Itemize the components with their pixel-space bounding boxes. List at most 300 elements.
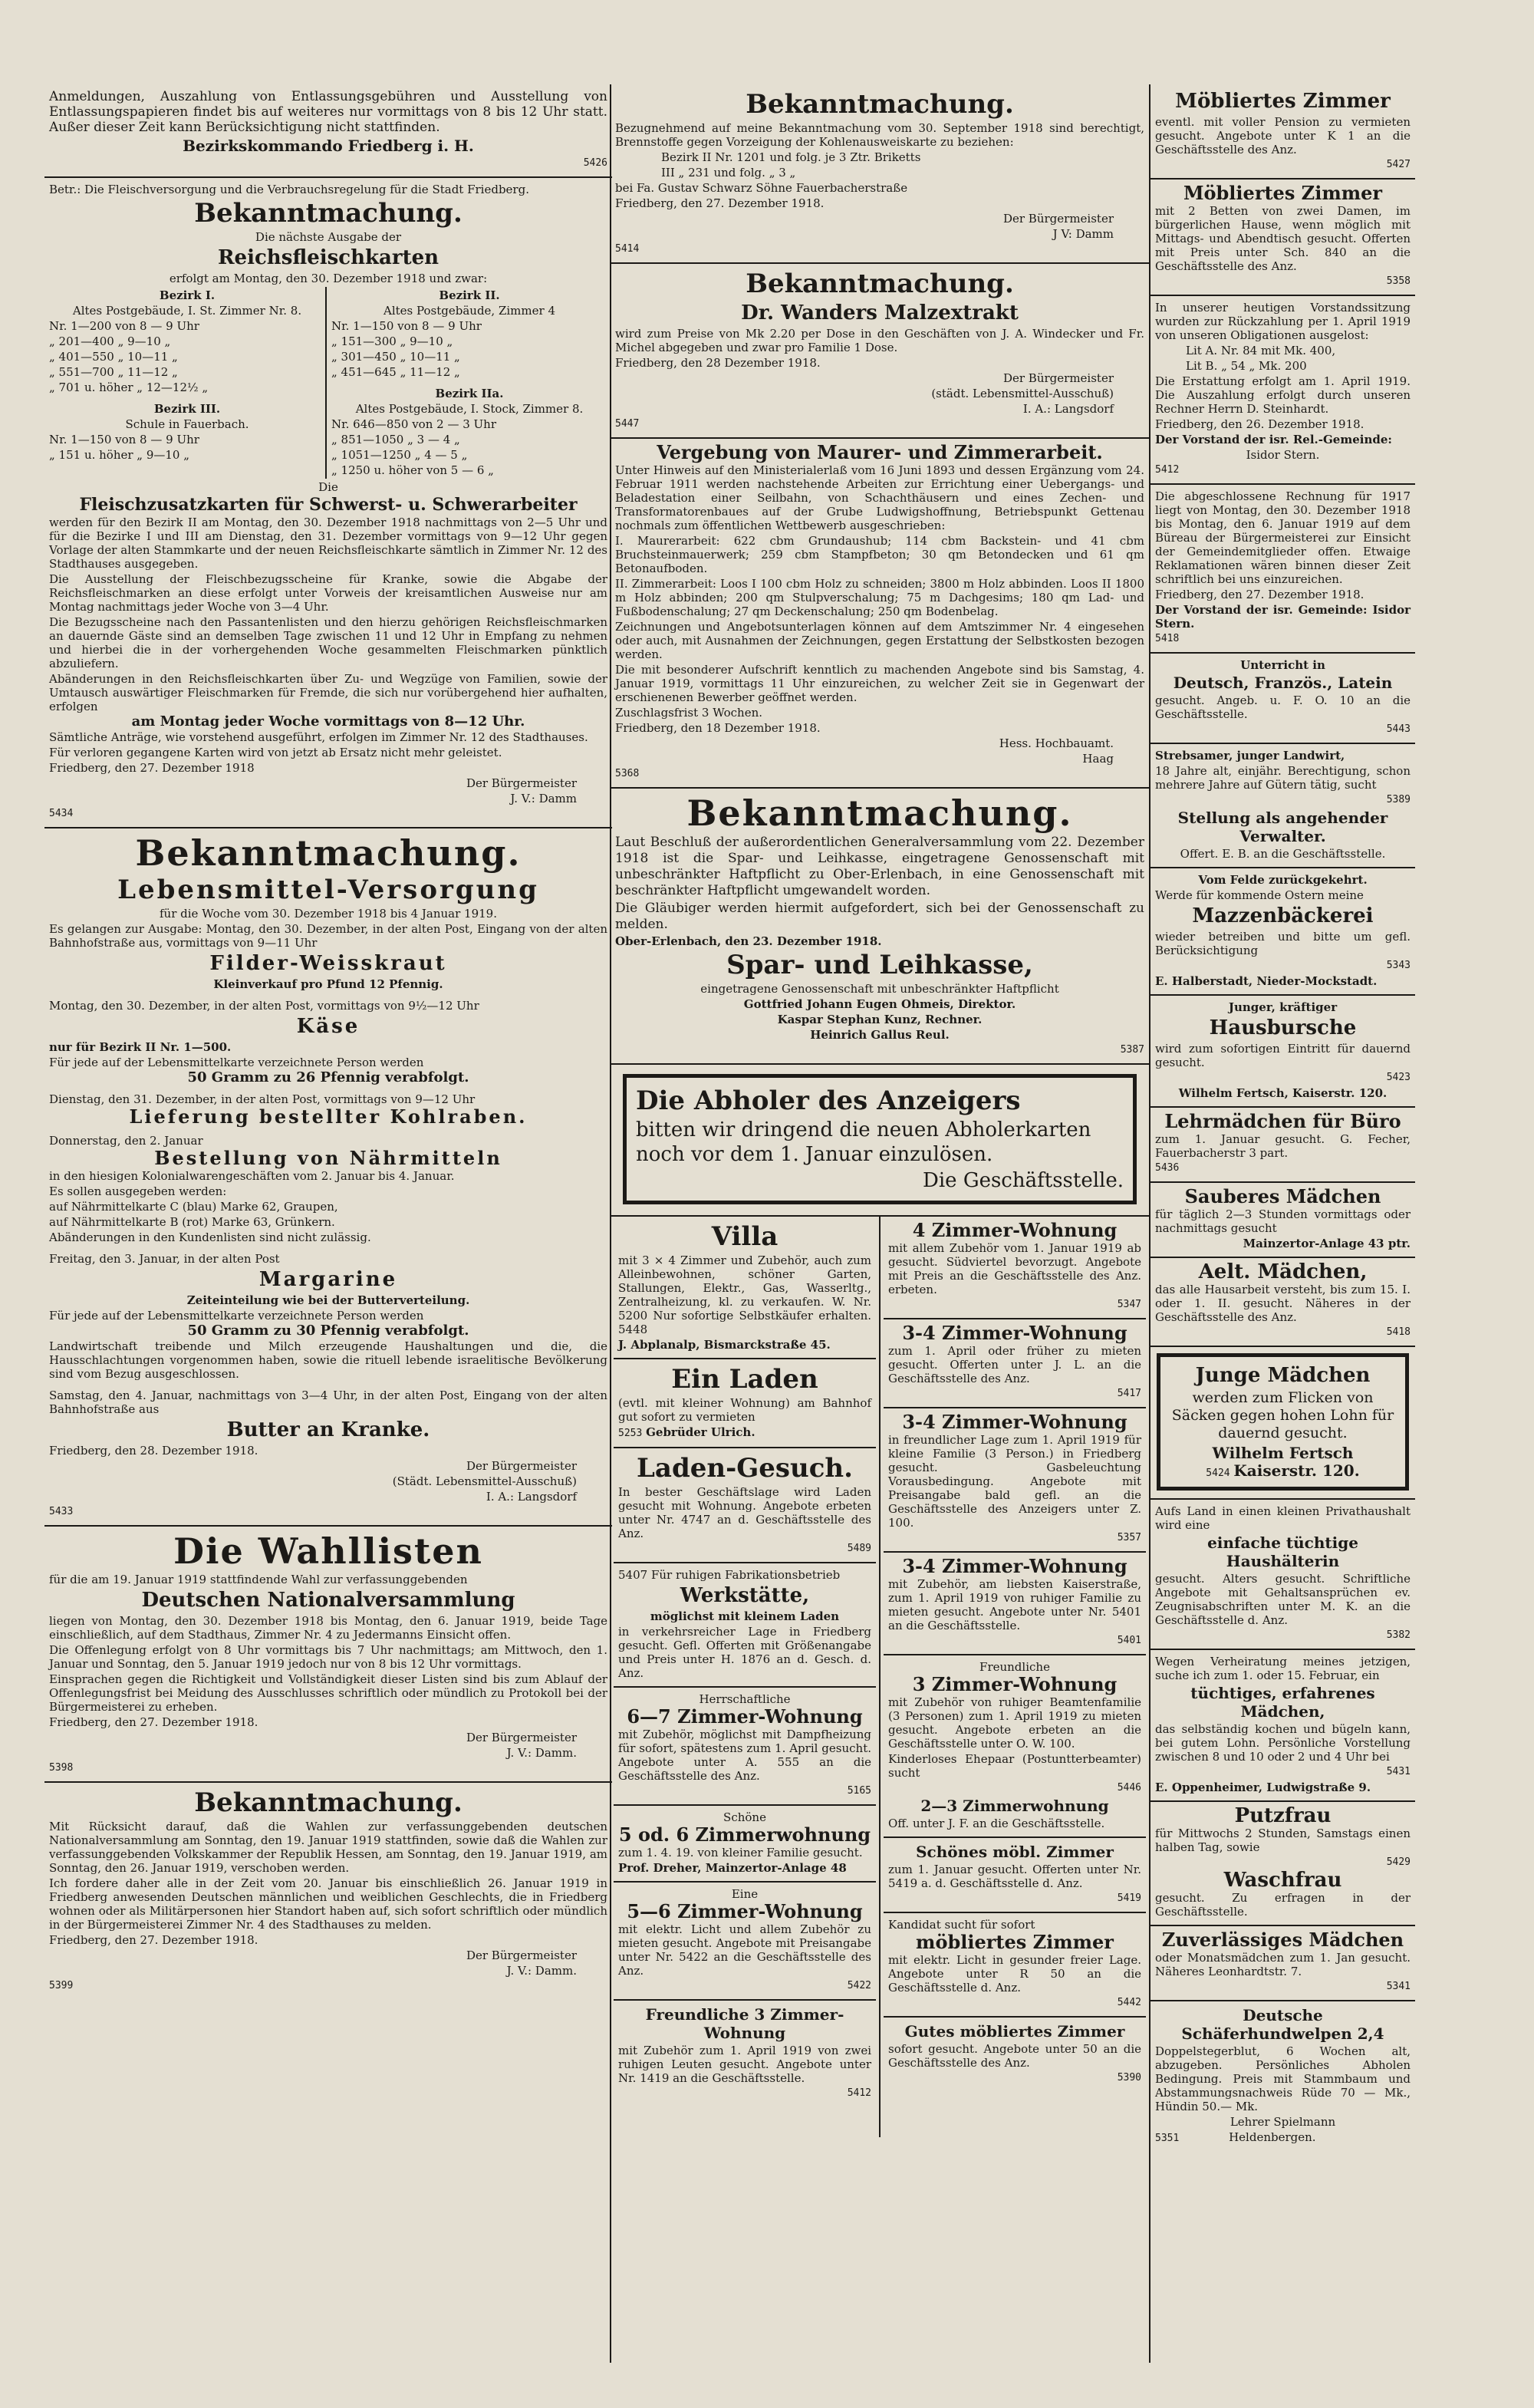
framed-ad (1157, 1353, 1409, 1491)
ad-text: werden zum Flicken von Säcken gegen hohen Lohn für dauernd gesucht. (1171, 1389, 1394, 1441)
district-row: „ 701 u. höher „ 12—12½ „ (49, 380, 209, 394)
ad-title: Lehrmädchen für Büro (1164, 1110, 1401, 1132)
subject-line: Betr.: Die Fleischversorgung und die Verbrauchsregelung für die Stadt Friedberg. (49, 183, 529, 196)
ad-number: 5417 (1117, 1388, 1141, 1399)
ad-title: Laden-Gesuch. (637, 1453, 853, 1484)
notice-text: Für verloren gegangene Karten wird von jetzt ab Ersatz nicht mehr geleistet. (49, 746, 502, 759)
district-place: Altes Postgebäude, I. St. Zimmer Nr. 8. (72, 304, 302, 318)
ad-moebliertes-1 (1150, 84, 1415, 180)
ad-number: 5341 (1386, 1981, 1411, 1992)
ad-title: Waschfrau (1223, 1869, 1342, 1892)
item-text: in den hiesigen Kolonialwarengeschäften vom 2. Januar bis 4. Januar. (49, 1169, 455, 1183)
ad-text: Aufs Land in einen kleinen Privathaushalt wird eine (1155, 1504, 1411, 1532)
ad-text: das alle Hausarbeit versteht, bis zum 15. I. oder 1. II. gesucht. Näheres in der Geschäftsstelle des Anz. (1155, 1283, 1411, 1324)
ad-3-4-zimmer-a (884, 1319, 1146, 1408)
notice-text: liegen von Montag, den 30. Dezember 1918 bis Montag, den 6. Januar 1919, beide Tage einschließlich, auf dem Stadthaus, Zimmer Nr. 4 zu Jedermanns Einsicht offen. (49, 1614, 607, 1642)
notice-text: In unserer heutigen Vorstandssitzung wurden zur Rückzahlung per 1. April 1919 von unseren Obligationen ausgelost: (1155, 301, 1411, 342)
item-heading: Lieferung bestellter Kohlraben. (129, 1105, 528, 1128)
notice-text: Abänderungen in den Reichsfleischkarten über Zu- und Wegzüge von Familien, sowie der Umtausch auswärtiger Fleischmarken für Fremde, die sich nur vorübergehend hier aufhalten, erfolgen (49, 672, 607, 713)
ad-text: mit 3 × 4 Zimmer und Zubehör, auch zum Alleinbewohnen, schöner Garten, Stallungen, Elektr., Gas, Wasserltg., Zentralheizung, kl. zu verkaufen. W. Nr. 5200 Nur sofortige Selbstkäufer erhalten. 5448 (618, 1253, 871, 1336)
item-heading: Käse (296, 1015, 360, 1038)
ad-text: in freundlicher Lage zum 1. April 1919 für kleine Familie (3 Person.) in Friedberg gesucht. Gasbeleuchtung Vorausbedingung. Angebote mit Preisangabe bald gefl. an die Geschäftsstelle des Anzeigers unter Z. 100. (888, 1433, 1141, 1530)
ad-text: eventl. mit voller Pension zu vermieten gesucht. Angebote unter K 1 an die Geschäftsstelle des Anz. (1155, 115, 1411, 156)
notice-heading: Spar- und Leihkasse, (726, 950, 1033, 980)
framed-text: bitten wir dringend die neuen Abholerkarten noch vor dem 1. Januar einzulösen. (636, 1118, 1091, 1166)
notice-intro: Die nächste Ausgabe der (255, 230, 402, 244)
item-sub: Zeiteinteilung wie bei der Butterverteilung. (186, 1293, 470, 1307)
ad-title: Aelt. Mädchen, (1198, 1260, 1368, 1283)
ad-text: zum 1. 4. 19. von kleiner Familie gesucht. (618, 1846, 863, 1860)
district-row: „ 151 u. höher „ 9—10 „ (49, 448, 190, 462)
ad-text: zum 1. Januar gesucht. G. Fecher, Fauerbacherstr 3 part. (1155, 1132, 1411, 1160)
item-text: Landwirtschaft treibende und Milch erzeugende Haushaltungen und die, die Hausschlachtungen vorgenommen haben, sowie die rituell lebende israelitische Bevölkerung sind vom Bezug ausgeschlossen. (49, 1339, 607, 1381)
notice-text: Sämtliche Anträge, wie vorstehend ausgeführt, erfolgen im Zimmer Nr. 12 des Stadthauses. (49, 730, 588, 744)
notice-date: Friedberg, den 27. Dezember 1918. (1155, 588, 1364, 601)
ad-schoene (614, 1806, 876, 1883)
framed-signature: Die Geschäftsstelle. (923, 1169, 1124, 1192)
ad-3-4-zimmer-b (884, 1408, 1146, 1553)
ad-intro: Unterricht in (1240, 658, 1325, 672)
ad-text: zum 1. Januar gesucht. Offerten unter Nr. 5419 a. d. Geschäftsstelle d. Anz. (888, 1863, 1141, 1890)
notice-heading: Dr. Wanders Malzextrakt (741, 301, 1019, 324)
ad-tuechtiges-maedchen (1150, 1650, 1415, 1802)
district-title: Bezirk IIa. (435, 387, 504, 400)
notice-item: II. Zimmerarbeit: Loos I 100 cbm Holz zu schneiden; 3800 m Holz abbinden. Loos II 1800 m Holz abbinden; 200 qm Stulpverschalung; 75 m Dachgesims; 180 qm Lad- und Fußbodenschalung; 27 qm Deckenschalung; 250 qm Bodenbelag. (615, 577, 1144, 618)
notice-emphasis: am Montag jeder Woche vormittags von 8—12 Uhr. (131, 713, 525, 730)
ad-text: oder Monatsmädchen zum 1. Jan gesucht. Näheres Leonhardtstr. 7. (1155, 1951, 1411, 1978)
notice-signature: I. A.: Langsdorf (1022, 402, 1114, 416)
district-row: Nr. 646—850 von 2 — 3 Uhr (331, 417, 497, 431)
ad-text: mit elektr. Licht in gesunder freier Lage. Angebote unter R 50 an die Geschäftsstelle d. Anz. (888, 1953, 1141, 1995)
ad-intro: 5407 Für ruhigen Fabrikationsbetrieb (618, 1568, 841, 1582)
ad-title: Schönes möbl. Zimmer (916, 1843, 1114, 1861)
ad-title: 4 Zimmer-Wohnung (912, 1219, 1118, 1241)
notice-heading: Lebensmittel-Versorgung (117, 875, 539, 905)
ad-text: mit Zubehör zum 1. April 1919 von zwei ruhigen Leuten gesucht. Angebote unter Nr. 1419 an die Geschäftsstelle. (618, 2044, 871, 2085)
notice-text: bei Fa. Gustav Schwarz Söhne Fauerbacherstraße (615, 181, 908, 195)
notice-signature: Isidor Stern. (1246, 448, 1320, 462)
ad-number: 5423 (1386, 1072, 1411, 1083)
ad-number: 5447 (615, 418, 640, 430)
ad-number: 5358 (1386, 275, 1411, 287)
district-row: „ 301—450 „ 10—11 „ (331, 350, 460, 364)
ad-title: 3-4 Zimmer-Wohnung (902, 1322, 1127, 1344)
notice-date: Friedberg, den 28. Dezember 1918. (49, 1444, 258, 1458)
district-title: Bezirk II. (439, 288, 500, 302)
notice-text: Unter Hinweis auf den Ministerialerlaß vom 16 Juni 1893 und dessen Ergänzung vom 24. Februar 1911 werden nachstehende Arbeiten zur Errichtung einer Uebergangs- und Beladestation einer Seilbahn, von Schachthäusern und eines Zechen- und Transformatorenbaues auf der Grube Ludwigshoffnung, Betriebspunkt Gettenau nochmals zum öffentlichen Wettbewerb ausgeschrieben: (615, 463, 1144, 532)
ad-text: das selbständig kochen und bügeln kann, bei gutem Lohn. Persönliche Vorstellung zwischen 8 und 10 oder 2 und 4 Uhr bei (1155, 1722, 1411, 1764)
district-row: „ 1051—1250 „ 4 — 5 „ (331, 448, 468, 462)
ad-title: 3 Zimmer-Wohnung (912, 1673, 1118, 1695)
ad-title: Ein Laden (671, 1364, 818, 1395)
notice-text: Zuschlagsfrist 3 Wochen. (615, 706, 763, 720)
notice-text: Zeichnungen und Angebotsunterlagen können auf dem Amtszimmer Nr. 4 eingesehen oder auch, mit Ausnahmen der Zeichnungen, gegen Erstattung der Selbstkosten bezogen werden. (615, 620, 1144, 661)
district-row: „ 451—645 „ 11—12 „ (331, 365, 460, 379)
notice-obligationen (1150, 296, 1415, 485)
ad-text: wird zum sofortigen Eintritt für dauernd gesucht. (1155, 1042, 1411, 1069)
ad-title: 6—7 Zimmer-Wohnung (627, 1705, 863, 1728)
ad-text: mit allem Zubehör vom 1. Januar 1919 ab gesucht. Südviertel bevorzugt. Angebote mit Preis an die Geschäftsstelle des Anz. erbeten. (888, 1241, 1141, 1296)
notice-wahllisten (44, 1527, 612, 1783)
ad-freundliche-3 (884, 1655, 1146, 1838)
ad-herrschaftliche (614, 1688, 876, 1806)
ad-number: 5382 (1386, 1629, 1411, 1641)
ad-text: (evtl. mit kleiner Wohnung) am Bahnhof gut sofort zu vermieten (618, 1396, 871, 1424)
ad-text: wieder betreiben und bitte um gefl. Berücksichtigung (1155, 930, 1411, 957)
notice-title: Bekanntmachung. (746, 268, 1014, 299)
ad-text: sofort gesucht. Angebote unter 50 an die Geschäftsstelle des Anz. (888, 2042, 1141, 2070)
notice-brennstoffe (611, 84, 1149, 264)
notice-subheading: erfolgt am Montag, den 30. Dezember 1918 und zwar: (169, 272, 488, 285)
ad-number: 5357 (1117, 1532, 1141, 1543)
column-left (44, 84, 612, 2370)
ad-text: In bester Geschäftslage wird Laden gesucht mit Wohnung. Angebote erbeten unter Nr. 4747 an d. Geschäftsstelle des Anz. (618, 1485, 871, 1540)
ad-number: 5442 (1117, 1997, 1141, 2008)
ad-text: mit Zubehör, möglichst mit Dampfheizung für sofort, spätestens zum 1. April gesucht. Angebote unter A. 555 an die Geschäftsstelle des Anz. (618, 1728, 871, 1783)
ad-number: 5433 (49, 1506, 74, 1517)
notice-signature: Der Vorstand der isr. Rel.-Gemeinde: (1155, 433, 1392, 446)
ad-text: gesucht. Angeb. u. F. O. 10 an die Geschäftsstelle. (1155, 693, 1411, 721)
ad-number: 5431 (1386, 1766, 1411, 1777)
ad-title: Deutsch, Französ., Latein (1173, 674, 1393, 692)
notice-date: Friedberg, den 26. Dezember 1918. (1155, 417, 1364, 431)
notice-heading: Deutschen Nationalversammlung (141, 1589, 515, 1612)
notice-row: Lit A. Nr. 84 mit Mk. 400, (1186, 344, 1336, 357)
ad-haushaelterin (1150, 1500, 1415, 1650)
ad-text: für täglich 2—3 Stunden vormittags oder nachmittags gesucht (1155, 1207, 1411, 1235)
framed-title: Die Abholer des Anzeigers (636, 1085, 1021, 1116)
notice-text: Die Offenlegung erfolgt von 8 Uhr vormittags bis 7 Uhr nachmittags; am Mittwoch, den 1. Januar und Sonntag, den 5. Januar 1919 jedoch nur von 8 bis 12 Uhr vormittags. (49, 1643, 607, 1671)
ad-aelt-maedchen (1150, 1258, 1415, 1347)
district-place: Schule in Fauerbach. (125, 417, 249, 431)
ad-junge-maedchen (1150, 1347, 1415, 1500)
ad-title: Zuverlässiges Mädchen (1161, 1929, 1404, 1951)
notice-signature: Hess. Hochbauamt. (999, 736, 1114, 750)
notice-signature: J. V.: Damm. (506, 1964, 577, 1978)
item-date: Samstag, den 4. Januar, nachmittags von 3—4 Uhr, in der alten Post, Eingang von der alten Bahnhofstraße aus (49, 1388, 607, 1416)
ad-number: 5368 (615, 768, 640, 779)
district-row: „ 151—300 „ 9—10 „ (331, 334, 453, 348)
ad-signature: Wilhelm Fertsch, Kaiserstr. 120. (1178, 1086, 1388, 1100)
notice-title: Bekanntmachung. (194, 1787, 463, 1818)
notice-date: Friedberg, den 27. Dezember 1918 (49, 761, 255, 775)
ad-title: Möbliertes Zimmer (1183, 182, 1383, 204)
ad-signature: Wilhelm Fertsch (1212, 1444, 1354, 1462)
ad-text: mit Zubehör, am liebsten Kaiserstraße, zum 1. April 1919 von ruhiger Familie zu mieten gesucht. Angebote unter Nr. 5401 an die Geschäftsstelle. (888, 1577, 1141, 1632)
item-heading: Bestellung von Nährmitteln (154, 1147, 502, 1169)
box-abholer (611, 1065, 1149, 1217)
notice-text: Die Erstattung erfolgt am 1. April 1919. Die Auszahlung erfolgt durch unseren Rechner Herrn D. Steinhardt. (1155, 374, 1411, 416)
ad-schoenes-moebl (884, 1838, 1146, 1913)
ad-title: Villa (711, 1221, 779, 1252)
ad-signature: Lehrer Spielmann (1230, 2115, 1336, 2129)
district-row: Nr. 1—150 von 8 — 9 Uhr (49, 433, 199, 446)
ad-intro: Freundliche (979, 1660, 1050, 1674)
notice-signature: Der Bürgermeister (466, 776, 577, 790)
ad-text: 18 Jahre alt, einjähr. Berechtigung, schon mehrere Jahre auf Gütern tätig, sucht (1155, 764, 1411, 792)
item-heading: Margarine (258, 1268, 398, 1291)
ad-number: 5399 (49, 1980, 74, 1991)
ad-intro: Junger, kräftiger (1228, 1000, 1338, 1014)
notice-title: Bekanntmachung. (135, 832, 522, 874)
notice-title: Vergebung von Maurer- und Zimmerarbeit. (657, 441, 1103, 463)
ad-title: Sauberes Mädchen (1184, 1185, 1381, 1207)
ad-intro: Schöne (723, 1810, 766, 1824)
district-place: Altes Postgebäude, I. Stock, Zimmer 8. (355, 402, 584, 416)
ad-title: Hausbursche (1209, 1016, 1357, 1039)
ad-text: mit 2 Betten von zwei Damen, im bürgerlichen Hause, wenn möglich mit Mittags- und Abendtisch gesucht. Offerten mit Preis unter Sch. 840 an die Geschäftsstelle des Anz. (1155, 204, 1411, 273)
ad-title: Freundliche 3 Zimmer-Wohnung (645, 2005, 844, 2042)
item-heading: Filder-Weisskraut (209, 952, 447, 975)
ad-title: 2—3 Zimmerwohnung (920, 1797, 1109, 1815)
ad-number: 5426 (583, 157, 607, 169)
ad-title: Gutes möbliertes Zimmer (904, 2022, 1125, 2041)
notice-signature: (städt. Lebensmittel-Ausschuß) (931, 387, 1114, 400)
ad-kandidat (884, 1913, 1146, 2018)
notice-text: Es gelangen zur Ausgabe: Montag, den 30. Dezember, in der alten Post, Eingang von der alten Bahnhofstraße aus, vormittags von 9—11 Uhr (49, 922, 607, 950)
district-row: „ 1250 u. höher von 5 — 6 „ (331, 463, 494, 477)
notice-signature: J V: Damm (1052, 227, 1114, 241)
item-text: auf Nährmittelkarte B (rot) Marke 63, Grünkern. (49, 1215, 335, 1229)
notice-date: Friedberg, den 27. Dezember 1918. (49, 1933, 258, 1947)
classifieds-middle-left (611, 1217, 879, 2137)
ad-hausbursche (1150, 996, 1415, 1108)
notice-date: Friedberg, den 28 Dezember 1918. (615, 356, 821, 370)
ad-laden-gesuch (614, 1448, 876, 1563)
item-heading: Butter an Kranke. (226, 1418, 430, 1441)
notice-signature: Der Bürgermeister (1002, 371, 1114, 385)
ad-number: 5436 (1155, 1162, 1180, 1174)
notice-intro: Die (318, 480, 338, 494)
notice-reichsfleischkarten (44, 178, 612, 828)
item-date: Donnerstag, den 2. Januar (49, 1134, 203, 1148)
ad-number: 5446 (1117, 1782, 1141, 1794)
ad-signature: Offert. E. B. an die Geschäftsstelle. (1180, 847, 1386, 861)
ad-subtitle: möglichst mit kleinem Laden (650, 1609, 840, 1623)
ad-text: Werde für kommende Ostern meine (1155, 888, 1364, 902)
notice-signature: Der Bürgermeister (1002, 212, 1114, 226)
notice-malzextrakt (611, 264, 1149, 439)
notice-heading: Reichsfleischkarten (217, 246, 439, 269)
ad-villa (614, 1217, 876, 1359)
ad-schaeferhund (1150, 2001, 1415, 2152)
ad-title: Deutsche Schäferhundwelpen 2,4 (1181, 2006, 1384, 2043)
district-row: „ 551—700 „ 11—12 „ (49, 365, 178, 379)
notice-date: Friedberg, den 27. Dezember 1918. (49, 1715, 258, 1729)
ad-title: möbliertes Zimmer (916, 1931, 1114, 1953)
item-sub: nur für Bezirk II Nr. 1—500. (49, 1040, 232, 1054)
ad-eine (614, 1883, 876, 2001)
item-text: Es sollen ausgegeben werden: (49, 1184, 227, 1198)
district-table (49, 287, 607, 479)
ad-text: mit Zubehör von ruhiger Beamtenfamilie (3 Personen) zum 1. April 1919 zu mieten gesucht. Angebote erbeten an die Geschäftsstelle unter O. W. 100. (888, 1695, 1141, 1751)
notice-text: Die Bezugsscheine nach den Passantenlisten und den hierzu gehörigen Reichsfleischmarken an dauernde Gäste sind an demselben Tage zwischen 11 und 12 Uhr in Empfang zu nehmen und hierbei die in der vorhergehenden Woche gesammelten Fleischmarken pünktlich abzuliefern. (49, 615, 607, 670)
ad-number: 5429 (1386, 1856, 1411, 1868)
notice-signature: Der Bürgermeister (466, 1731, 577, 1744)
ad-4-zimmer (884, 1217, 1146, 1319)
ad-laden (614, 1359, 876, 1448)
ad-number: 5347 (1117, 1299, 1141, 1310)
classifieds-middle-right (879, 1217, 1149, 2137)
notice-text: Laut Beschluß der außerordentlichen Generalversammlung vom 22. Dezember 1918 ist die Spar- und Leihkasse, eingetragene Genossenschaft mit unbeschränkter Haftpflicht zu Ober-Erlenbach, in eine Genossenschaft mit beschränkter Haftpflicht umgewandelt worden. (615, 835, 1144, 898)
ad-title: Putzfrau (1234, 1804, 1332, 1827)
notice-text: Anmeldungen, Auszahlung von Entlassungsgebühren und Ausstellung von Entlassungspapieren findet bis auf weiteres nur vormittags von 8 bis 12 Uhr statt. Außer dieser Zeit kann Berücksichtigung nicht stattfinden. (49, 89, 607, 135)
ad-title: einfache tüchtige Haushälterin (1207, 1533, 1358, 1570)
ad-text: für Mittwochs 2 Stunden, Samstags einen halben Tag, sowie (1155, 1827, 1411, 1854)
ad-title: Möbliertes Zimmer (1175, 90, 1391, 113)
ad-number: 5387 (1120, 1044, 1144, 1056)
ad-number: 5414 (615, 243, 640, 255)
notice-text: Die Ausstellung der Fleischbezugsscheine für Kranke, sowie die Abgabe der Reichsfleischmarken an diese erfolgt unter Vorweis der kreisamtlichen Ausweise nur am Montag nachmittags jeder Woche von 3—4 Uhr. (49, 572, 607, 614)
ad-text: gesucht. Zu erfragen in der Geschäftsstelle. (1155, 1891, 1411, 1919)
ad-mazzenbaeckerei (1150, 868, 1415, 996)
ad-signature: Gebrüder Ulrich. (646, 1425, 755, 1439)
notice-text: werden für den Bezirk II am Montag, den 30. Dezember 1918 nachmittags von 2—5 Uhr und für die Bezirke I und III am Dienstag, den 31. Dezember vormittags von 9—12 Uhr gegen Vorlage der alten Stammkarte und der neuen Reichsfleischkarte sämtlich in Zimmer Nr. 12 des Stadthauses ausgegeben. (49, 516, 607, 571)
ad-text: Off. unter J. F. an die Geschäftsstelle. (888, 1817, 1105, 1830)
notice-signature: I. A.: Langsdorf (486, 1490, 577, 1504)
notice-maurerarbeit (611, 439, 1149, 789)
notice-bezirkskommando (44, 84, 612, 178)
district-place: Altes Postgebäude, Zimmer 4 (384, 304, 555, 318)
district-row: „ 401—550 „ 10—11 „ (49, 350, 178, 364)
ad-number: 5427 (1386, 159, 1411, 170)
ad-freundliche (614, 2001, 876, 2107)
item-sub: Kleinverkauf pro Pfund 12 Pfennig. (213, 977, 443, 991)
ad-text: mit elektr. Licht und allem Zubehör zu mieten gesucht. Angebote mit Preisangabe unter Nr. 5422 an die Geschäftsstelle des Anz. (618, 1922, 871, 1978)
ad-title: 5 od. 6 Zimmerwohnung (618, 1823, 871, 1846)
ad-intro: Herrschaftliche (699, 1692, 791, 1706)
notice-date: Ober-Erlenbach, den 23. Dezember 1918. (615, 934, 882, 948)
ad-signature: E. Oppenheimer, Ludwigstraße 9. (1155, 1780, 1371, 1794)
framed-notice (623, 1074, 1137, 1204)
notice-signature: Bezirkskommando Friedberg i. H. (183, 137, 474, 155)
classifieds-middle (611, 1217, 1149, 2137)
notice-subheading: eingetragene Genossenschaft mit unbeschränkter Haftpflicht (700, 982, 1059, 996)
notice-row: Bezirk II Nr. 1201 und folg. je 3 Ztr. Briketts (661, 150, 921, 164)
ad-number: 5165 (847, 1785, 871, 1797)
notice-rechnung (1150, 485, 1415, 654)
column-right (1150, 84, 1415, 2370)
ad-number: 5253 (618, 1428, 643, 1439)
ad-unterricht (1150, 654, 1415, 744)
notice-date: Friedberg, den 18 Dezember 1918. (615, 721, 821, 735)
ad-number: 5424 (1206, 1468, 1230, 1479)
notice-date: Friedberg, den 27. Dezember 1918. (615, 196, 825, 210)
district-row: Nr. 1—150 von 8 — 9 Uhr (331, 319, 482, 333)
ad-title: Werkstätte, (680, 1584, 810, 1607)
item-text: auf Nährmittelkarte C (blau) Marke 62, Graupen, (49, 1200, 338, 1214)
ad-3-4-zimmer-c (884, 1553, 1146, 1655)
ad-text: Wegen Verheiratung meines jetzigen, suche ich zum 1. oder 15. Februar, ein (1155, 1655, 1411, 1682)
district-title: Bezirk I. (159, 288, 216, 302)
district-row: „ 201—400 „ 9—10 „ (49, 334, 171, 348)
ad-signature: Heldenbergen. (1229, 2130, 1316, 2144)
ad-moebliertes-2 (1150, 180, 1415, 296)
item-date: Montag, den 30. Dezember, in der alten Post, vormittags von 9½—12 Uhr (49, 999, 479, 1013)
notice-title: Die Wahllisten (173, 1530, 483, 1572)
ad-zuverlaessiges (1150, 1926, 1415, 2001)
notice-text: Die mit besonderer Aufschrift kenntlich zu machenden Angebote sind bis Samstag, 4. Januar 1919, vormittags 11 Uhr einzureichen, zu welcher Zeit sie in Gegenwart der erschienenen Bewerber geöffnet werden. (615, 663, 1144, 704)
notice-title: Bekanntmachung. (746, 89, 1014, 120)
notice-intro: für die am 19. Januar 1919 stattfindende Wahl zur verfassunggebenden (49, 1573, 468, 1586)
ad-number: 5489 (847, 1543, 871, 1554)
ad-lehrmaedchen (1150, 1108, 1415, 1183)
item-text: Für jede auf der Lebensmittelkarte verzeichnete Person werden (49, 1309, 424, 1323)
ad-text: Kinderloses Ehepaar (Postuntterbeamter) sucht (888, 1752, 1141, 1780)
notice-sparkasse (611, 789, 1149, 1065)
notice-row: Lit B. „ 54 „ Mk. 200 (1186, 359, 1307, 373)
notice-wahlen (44, 1783, 612, 1999)
ad-number: 5398 (49, 1762, 74, 1774)
ad-number: 5434 (49, 808, 74, 819)
ad-text: Doppelstegerblut, 6 Wochen alt, abzugeben. Persönliches Abholen Bedingung. Preis mit Stammbaum und Abstammungsnachweis Rüde 70 — Mk., Hündin 50.— Mk. (1155, 2044, 1411, 2113)
ad-title: 5—6 Zimmer-Wohnung (627, 1900, 863, 1922)
ad-putzfrau (1150, 1802, 1415, 1926)
ad-title: tüchtiges, erfahrenes Mädchen, (1190, 1684, 1375, 1721)
ad-number: 5412 (847, 2087, 871, 2099)
notice-signature: Der Bürgermeister (466, 1459, 577, 1473)
ad-number: 5389 (1386, 794, 1411, 805)
notice-text: Die Gläubiger werden hiermit aufgefordert, sich bei der Genossenschaft zu melden. (615, 901, 1144, 932)
column-middle (611, 84, 1149, 2370)
signatory: Gottfried Johann Eugen Ohmeis, Direktor. (743, 997, 1016, 1011)
item-date: Dienstag, den 31. Dezember, in der alten Post, vormittags von 9—12 Uhr (49, 1092, 476, 1106)
ad-number: 5422 (847, 1980, 871, 1991)
notice-signature: (Städt. Lebensmittel-Ausschuß) (392, 1474, 577, 1488)
ad-text: gesucht. Alters gesucht. Schriftliche Angebote mit Gehaltsansprüchen ev. Zeugnisabschriften unter M. K. an die Geschäftsstelle d. Anz. (1155, 1572, 1411, 1627)
notice-item: I. Maurerarbeit: 622 cbm Grundaushub; 114 cbm Backstein- und 41 cbm Bruchsteinmauerwerk; 259 cbm Stampfbeton; 30 qm Betondecken und 61 qm Betonaufboden. (615, 534, 1144, 575)
ad-gutes-moebl (884, 2018, 1146, 2091)
notice-signature: Der Vorstand der isr. Gemeinde: Isidor Stern. (1155, 603, 1411, 631)
ad-signature: E. Halberstadt, Nieder-Mockstadt. (1155, 974, 1378, 988)
ad-intro: Vom Felde zurückgekehrt. (1198, 873, 1368, 887)
notice-title: Bekanntmachung. (194, 198, 463, 229)
ad-number: 5401 (1117, 1635, 1141, 1646)
ad-landwirt (1150, 744, 1415, 868)
ad-signature: Kaiserstr. 120. (1233, 1461, 1360, 1480)
ad-intro: Eine (731, 1887, 759, 1901)
ad-title: Junge Mädchen (1195, 1364, 1371, 1387)
ad-werkstaette (614, 1563, 876, 1688)
ad-number: 5351 (1155, 2133, 1180, 2144)
ad-text: zum 1. April oder früher zu mieten gesucht. Offerten unter J. L. an die Geschäftsstelle des Anz. (888, 1344, 1141, 1385)
ad-number: 5343 (1386, 960, 1411, 971)
ad-number: 5419 (1117, 1892, 1141, 1904)
item-date: Freitag, den 3. Januar, in der alten Post (49, 1252, 280, 1266)
notice-signature: Der Bürgermeister (466, 1948, 577, 1962)
ad-number: 5418 (1155, 633, 1180, 644)
district-title: Bezirk III. (153, 402, 221, 416)
item-text: Abänderungen in den Kundenlisten sind nicht zulässig. (49, 1230, 371, 1244)
district-row: „ 851—1050 „ 3 — 4 „ (331, 433, 460, 446)
notice-text: Bezugnehmend auf meine Bekanntmachung vom 30. September 1918 sind berechtigt, Brennstoffe gegen Vorzeigung der Kohlenausweiskarte zu beziehen: (615, 121, 1144, 149)
ad-title: Mazzenbäckerei (1192, 904, 1374, 927)
ad-title: Strebsamer, junger Landwirt, (1155, 749, 1345, 763)
ad-title: 3-4 Zimmer-Wohnung (902, 1555, 1127, 1577)
ad-number: 5418 (1386, 1326, 1411, 1338)
item-text: Für jede auf der Lebensmittelkarte verzeichnete Person werden (49, 1056, 424, 1069)
item-amount: 50 Gramm zu 30 Pfennig verabfolgt. (187, 1323, 469, 1339)
ad-number: 5390 (1117, 2072, 1141, 2084)
item-amount: 50 Gramm zu 26 Pfennig verabfolgt. (187, 1069, 469, 1085)
notice-subheading: für die Woche vom 30. Dezember 1918 bis 4 Januar 1919. (160, 907, 497, 921)
district-row: Nr. 1—200 von 8 — 9 Uhr (49, 319, 199, 333)
ad-heading: Stellung als angehender Verwalter. (1177, 809, 1388, 845)
ad-text: in verkehrsreicher Lage in Friedberg gesucht. Gefl. Offerten mit Größenangabe und Preis unter H. 1876 an d. Gesch. d. Anz. (618, 1625, 871, 1680)
ad-title: 3-4 Zimmer-Wohnung (902, 1411, 1127, 1433)
ad-number: 5443 (1386, 723, 1411, 735)
notice-text: Mit Rücksicht darauf, daß die Wahlen zur verfassunggebenden deutschen Nationalversammlung am Sonntag, den 19. Januar 1919 stattfinden, sowie daß die Wahlen zur verfassunggebenden Volkskammer der Republik Hessen, am Sonntag, den 19. Januar 1919, am Sonntag, den 26. Januar 1919, verschoben werden. (49, 1820, 607, 1875)
